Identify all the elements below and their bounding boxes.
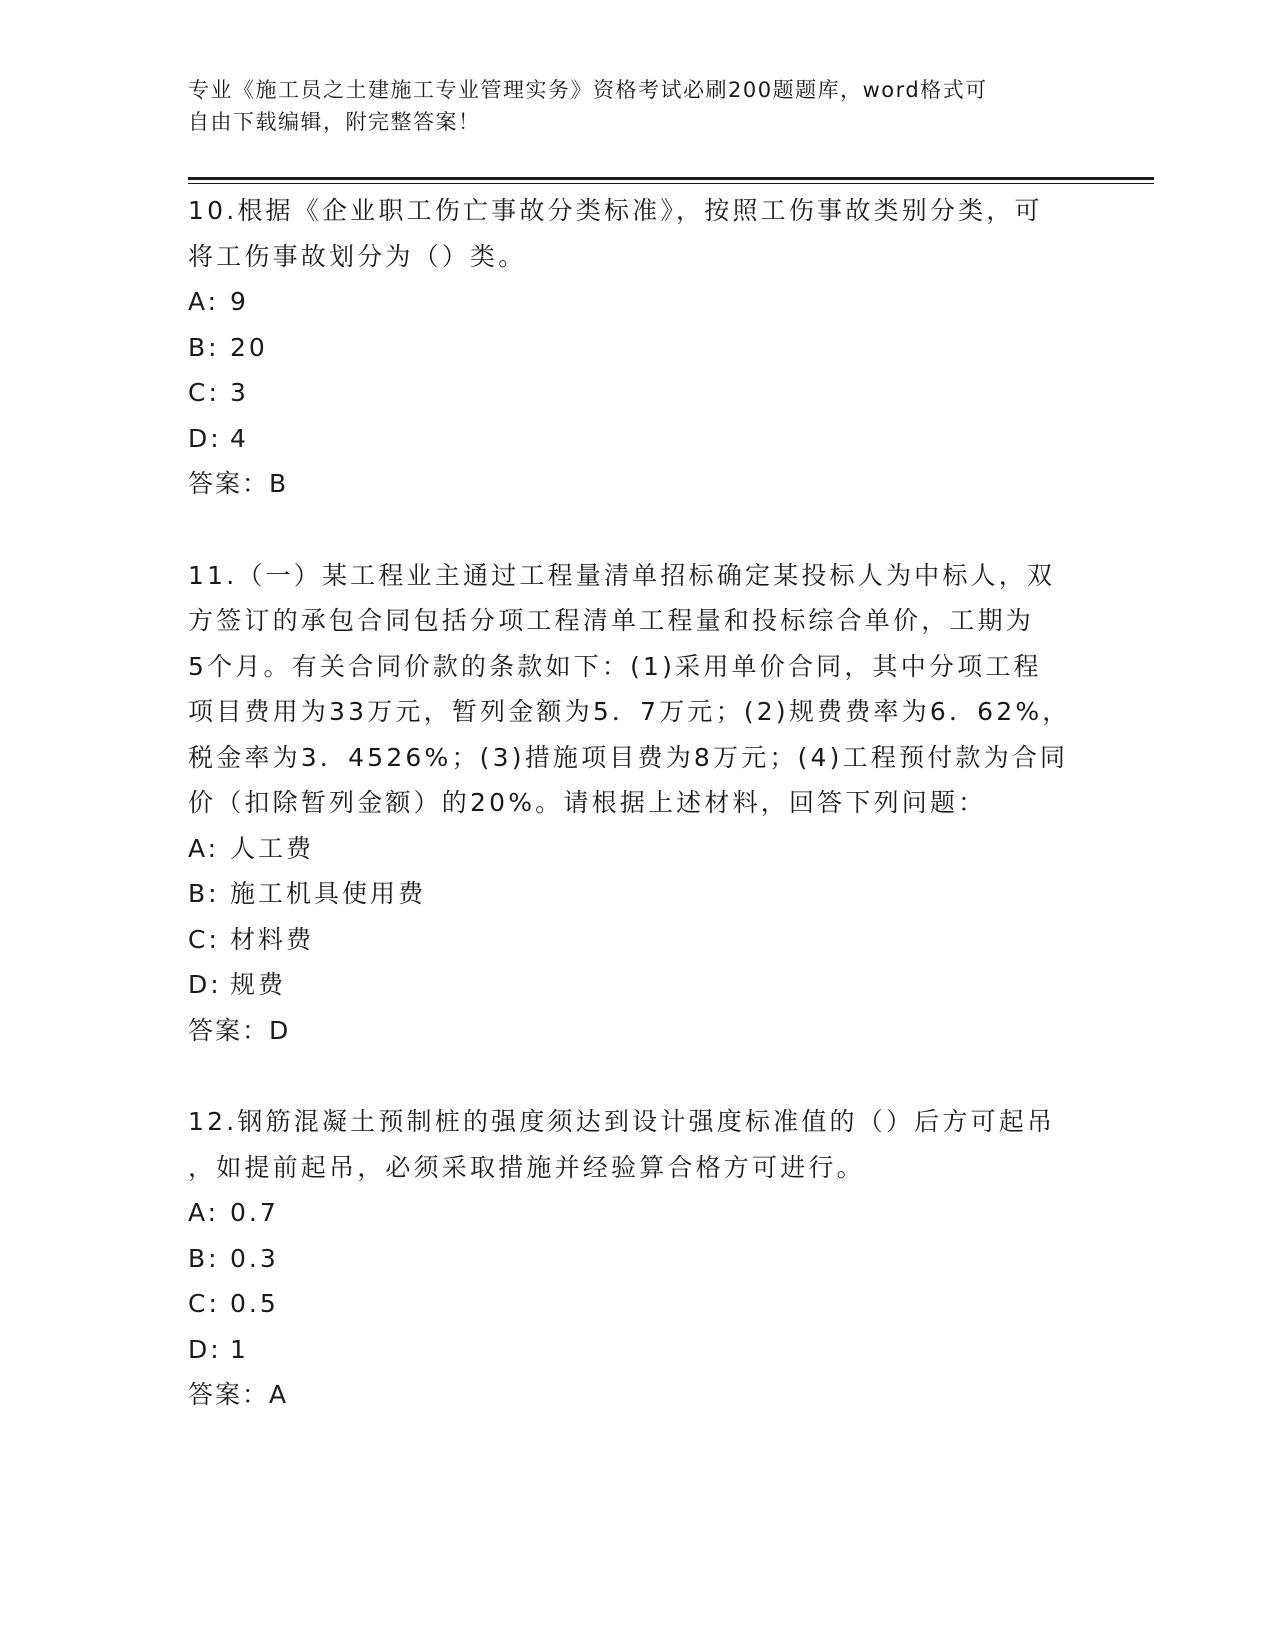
stem-line: 税金率为3．4526%；(3)措施项目费为8万元；(4)工程预付款为合同 <box>188 742 1069 772</box>
option-b <box>188 1236 1088 1282</box>
option-text: 0.7 <box>230 1198 279 1227</box>
option-text: 0.5 <box>230 1289 279 1318</box>
option-letter: B: <box>188 332 220 362</box>
option-c <box>188 1281 1088 1327</box>
option-text: 0.3 <box>230 1243 279 1273</box>
answer-line: 答案：A <box>188 1380 289 1409</box>
stem-line: 10.根据《企业职工伤亡事故分类标准》，按照工伤事故类别分类，可 <box>188 196 1043 225</box>
option-letter: A: <box>188 287 220 316</box>
option-letter: C: <box>188 924 220 954</box>
option-text: 人工费 <box>230 833 315 863</box>
header-divider-thin <box>188 183 1154 184</box>
option-d <box>188 962 1088 1008</box>
option-text: 施工机具使用费 <box>230 879 427 908</box>
question-stem <box>188 188 1068 279</box>
option-text: 规费 <box>230 970 287 999</box>
header-line-1: 专业《施工员之土建施工专业管理实务》资格考试必刷200题题库，word格式可 <box>188 78 988 102</box>
stem-line: 5个月。有关合同价款的条款如下：(1)采用单价合同，其中分项工程 <box>188 651 1042 681</box>
option-text: 材料费 <box>230 924 315 954</box>
option-text: 9 <box>230 287 249 316</box>
answer-line: 答案：D <box>188 1015 291 1045</box>
question-11 <box>188 553 1088 1054</box>
stem-line: 将工伤事故划分为（）类。 <box>188 241 527 271</box>
option-text: 20 <box>230 332 268 362</box>
option-c <box>188 917 1088 963</box>
option-letter: D: <box>188 423 222 453</box>
option-letter: A: <box>188 833 220 863</box>
question-12 <box>188 1099 1088 1418</box>
option-b <box>188 871 1088 917</box>
option-letter: B: <box>188 1243 220 1273</box>
option-b <box>188 325 1088 371</box>
question-stem <box>188 1099 1068 1190</box>
answer-line: 答案：B <box>188 469 289 498</box>
option-a <box>188 279 1088 325</box>
header-divider-thick <box>188 177 1154 180</box>
option-d <box>188 1327 1088 1373</box>
question-stem <box>188 553 1071 826</box>
option-text: 3 <box>230 378 249 407</box>
option-letter: D: <box>188 970 222 999</box>
stem-line: 价（扣除暂列金额）的20%。请根据上述材料，回答下列问题： <box>188 788 987 817</box>
header-line-2: 自由下载编辑，附完整答案！ <box>188 110 481 134</box>
document-header <box>188 74 1068 138</box>
stem-line: 方签订的承包合同包括分项工程清单工程量和投标综合单价，工期为 <box>188 606 1035 635</box>
option-text: 4 <box>230 423 249 453</box>
option-text: 1 <box>230 1334 249 1364</box>
option-a <box>188 1190 1088 1236</box>
option-letter: A: <box>188 1198 220 1227</box>
stem-line: ，如提前起吊，必须采取措施并经验算合格方可进行。 <box>188 1152 865 1182</box>
option-letter: D: <box>188 1334 222 1364</box>
option-letter: C: <box>188 378 220 407</box>
stem-line: 11.（一）某工程业主通过工程量清单招标确定某投标人为中标人，双 <box>188 560 1056 590</box>
option-d <box>188 416 1088 462</box>
stem-line: 项目费用为33万元，暂列金额为5．7万元；(2)规费费率为6．62%， <box>188 697 1071 726</box>
stem-line: 12.钢筋混凝土预制桩的强度须达到设计强度标准值的（）后方可起吊 <box>188 1107 1056 1136</box>
question-list <box>188 188 1088 1464</box>
option-letter: B: <box>188 879 220 908</box>
option-a <box>188 826 1088 872</box>
question-10 <box>188 188 1088 507</box>
option-c <box>188 370 1088 416</box>
option-letter: C: <box>188 1289 220 1318</box>
